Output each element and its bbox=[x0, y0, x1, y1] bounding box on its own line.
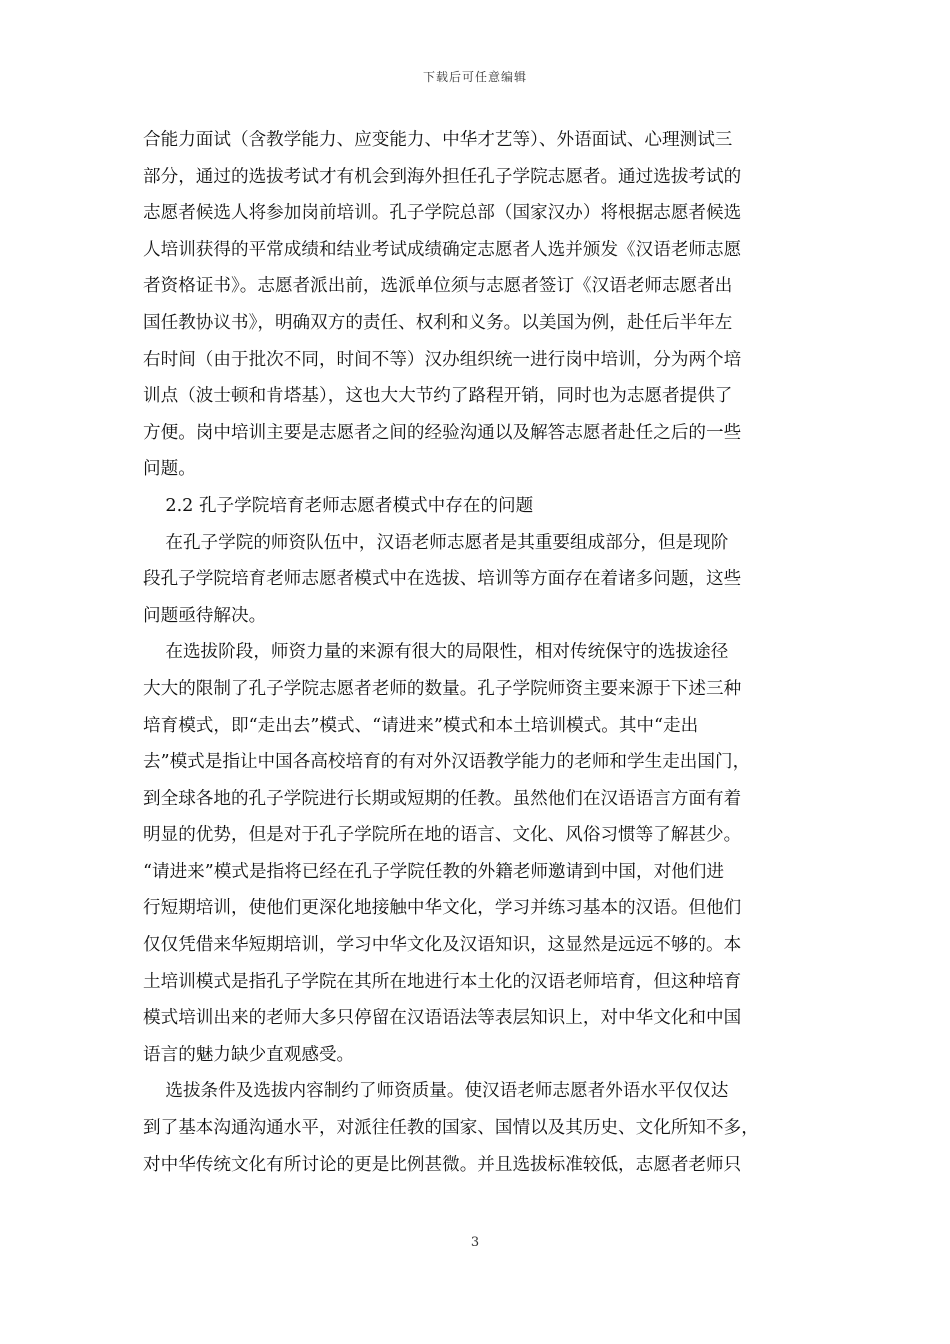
text-line: 语言的魅力缺少直观感受。 bbox=[143, 1044, 355, 1065]
section-heading-text: 2.2 孔子学院培育老师志愿者模式中存在的问题 bbox=[143, 495, 534, 516]
text-line: 问题亟待解决。 bbox=[143, 605, 267, 626]
text-line: 去”模式是指让中国各高校培育的有对外汉语教学能力的老师和学生走出国门， bbox=[143, 752, 751, 773]
text-line: 选拔条件及选拔内容制约了师资质量。使汉语老师志愿者外语水平仅仅达 bbox=[143, 1081, 729, 1102]
text-line: 合能力面试（含教学能力、应变能力、中华才艺等）、外语面试、心理测试三 bbox=[143, 130, 733, 150]
text-line: 问题。 bbox=[143, 459, 196, 480]
text-line: 段孔子学院培育老师志愿者模式中在选拔、培训等方面存在着诸多问题，这些 bbox=[143, 569, 742, 590]
paragraph-admission-process bbox=[143, 122, 808, 488]
page-number: 3 bbox=[470, 1235, 480, 1250]
text-line: 大大的限制了孔子学院志愿者老师的数量。孔子学院师资主要来源于下述三种 bbox=[143, 678, 742, 699]
text-line: 部分，通过的选拔考试才有机会到海外担任孔子学院志愿者。通过选拔考试的 bbox=[143, 166, 742, 187]
page-header-note: 下载后可任意编辑 bbox=[422, 70, 527, 84]
section-heading bbox=[143, 488, 808, 525]
text-line: 模式培训出来的老师大多只停留在汉语语法等表层知识上，对中华文化和中国 bbox=[143, 1008, 742, 1029]
document-body bbox=[143, 122, 808, 1183]
text-line: 土培训模式是指孔子学院在其所在地进行本土化的汉语老师培育，但这种培育 bbox=[143, 971, 742, 992]
text-line: 对中华传统文化有所讨论的更是比例甚微。并且选拔标准较低，志愿者老师只 bbox=[143, 1154, 742, 1175]
text-line: 国任教协议书》，明确双方的责任、权利和义务。以美国为例，赴任后半年左 bbox=[143, 312, 733, 333]
text-line: 到了基本沟通沟通水平，对派往任教的国家、国情以及其历史、文化所知不多， bbox=[143, 1118, 759, 1139]
text-line: 者资格证书》。志愿者派出前，选派单位须与志愿者签订《汉语老师志愿者出 bbox=[143, 276, 733, 297]
text-line: 在选拔阶段，师资力量的来源有很大的局限性，相对传统保守的选拔途径 bbox=[143, 642, 729, 663]
text-line: 右时间（由于批次不同，时间不等）汉办组织统一进行岗中培训，分为两个培 bbox=[143, 349, 742, 370]
text-line: “请进来”模式是指将已经在孔子学院任教的外籍老师邀请到中国，对他们进 bbox=[143, 861, 724, 882]
paragraph-selection-criteria bbox=[143, 1073, 808, 1183]
text-line: 人培训获得的平常成绩和结业考试成绩确定志愿者人选并颁发《汉语老师志愿 bbox=[143, 239, 742, 260]
text-line: 培育模式，即“走出去”模式、“请进来”模式和本土培训模式。其中“走出 bbox=[143, 715, 699, 736]
text-line: 行短期培训，使他们更深化地接触中华文化，学习并练习基本的汉语。但他们 bbox=[143, 898, 742, 919]
text-line: 训点（波士顿和肯塔基），这也大大节约了路程开销，同时也为志愿者提供了 bbox=[143, 386, 733, 407]
paragraph-selection-stage bbox=[143, 634, 808, 1073]
text-line: 仅仅凭借来华短期培训，学习中华文化及汉语知识，这显然是远远不够的。本 bbox=[143, 935, 742, 956]
text-line: 方便。岗中培训主要是志愿者之间的经验沟通以及解答志愿者赴任之后的一些 bbox=[143, 422, 742, 443]
text-line: 明显的优势，但是对于孔子学院所在地的语言、文化、风俗习惯等了解甚少。 bbox=[143, 825, 742, 846]
paragraph-teacher-team bbox=[143, 525, 808, 635]
text-line: 志愿者候选人将参加岗前培训。孔子学院总部（国家汉办）将根据志愿者候选 bbox=[143, 203, 742, 224]
text-line: 到全球各地的孔子学院进行长期或短期的任教。虽然他们在汉语语言方面有着 bbox=[143, 788, 742, 809]
text-line: 在孔子学院的师资队伍中，汉语老师志愿者是其重要组成部分，但是现阶 bbox=[143, 532, 729, 553]
